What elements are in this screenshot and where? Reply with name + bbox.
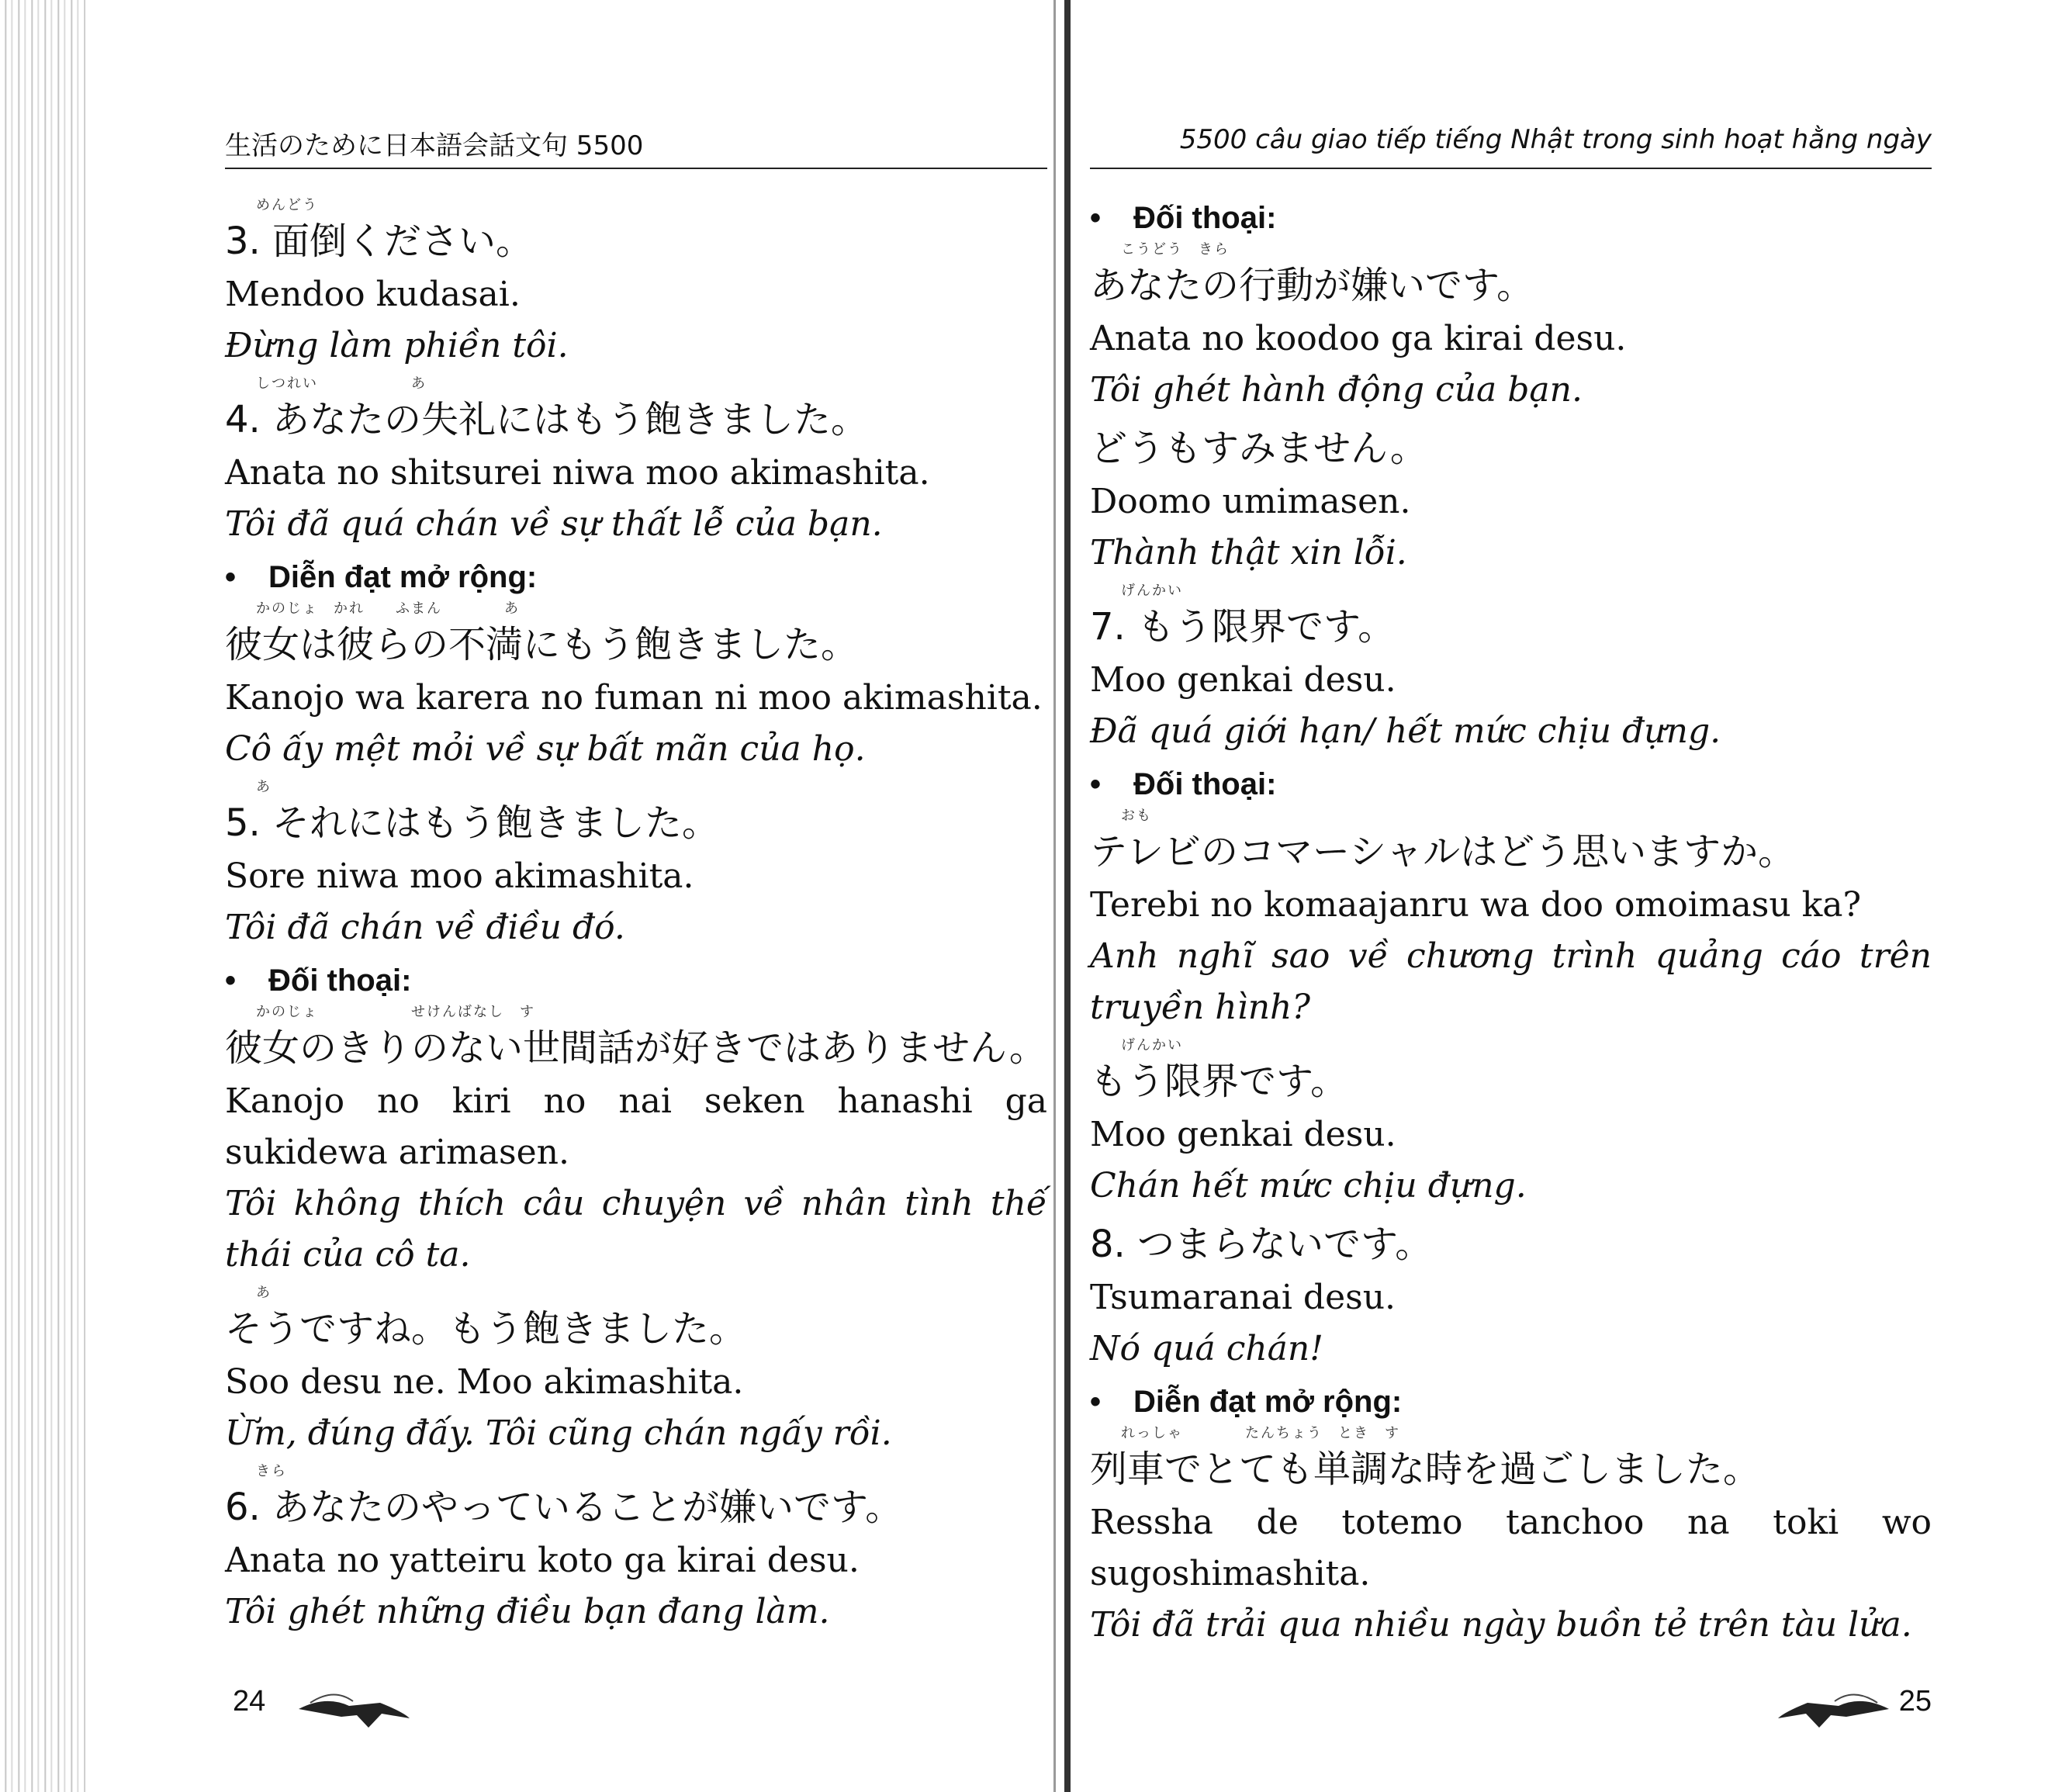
section-label — [1090, 762, 1932, 807]
vietnamese-translation: Tôi không thích câu chuyện về nhân tình thế thái của cô ta. — [225, 1184, 1047, 1275]
running-header: 5500 câu giao tiếp tiếng Nhật trong sinh hoạt hằng ngày — [1090, 124, 1932, 169]
extended-expression — [225, 555, 1047, 775]
vietnamese-translation: Anh nghĩ sao về chương trình quảng cáo trên truyền hình? — [1090, 936, 1932, 1027]
section-label — [225, 958, 1047, 1003]
dialogue-reply — [1090, 420, 1932, 579]
vietnamese-translation: Tôi ghét những điều bạn đang làm. — [225, 1592, 830, 1631]
japanese-phrase: そうですね。もう飽きました。 — [225, 1307, 747, 1351]
section-label-text: Đối thoại: — [268, 963, 412, 998]
romaji-line: Ressha de totemo tanchoo na toki wo sugoshimashita. — [1090, 1503, 1932, 1593]
bullet-icon: • — [225, 963, 237, 998]
section-label-text: Đối thoại: — [1133, 767, 1277, 801]
japanese-phrase: どうもすみません。 — [1090, 427, 1427, 470]
romaji-line: Terebi no komaajanru wa doo omoimasu ka? — [1090, 885, 1862, 925]
furigana: きら — [256, 1463, 287, 1479]
right-page — [1090, 0, 1932, 1792]
romaji-line: Tsumaranai desu. — [1090, 1278, 1396, 1317]
extended-expression — [1090, 1379, 1932, 1651]
vietnamese-translation: Cô ấy mệt mỏi về sự bất mãn của họ. — [225, 729, 866, 769]
furigana: かのじょ かれ ふまん あ — [256, 600, 520, 617]
scan-binding-edge — [0, 0, 85, 1792]
romaji-line: Sore niwa moo akimashita. — [225, 856, 694, 896]
vietnamese-translation: Tôi đã quá chán về sự thất lễ của bạn. — [225, 504, 883, 544]
bullet-icon: • — [225, 560, 237, 594]
entry-8 — [1090, 1216, 1932, 1375]
section-label-text: Diễn đạt mở rộng: — [268, 560, 538, 594]
vietnamese-translation: Đã quá giới hạn/ hết mức chịu đựng. — [1090, 711, 1721, 751]
bullet-icon: • — [1090, 767, 1102, 801]
section-label — [1090, 1379, 1932, 1424]
section-label — [225, 555, 1047, 600]
romaji-line: Anata no shitsurei niwa moo akimashita. — [225, 453, 930, 493]
bird-ornament-icon — [295, 1680, 411, 1734]
romaji-line: Anata no yatteiru koto ga kirai desu. — [225, 1541, 860, 1580]
japanese-phrase: 7. もう限界です。 — [1090, 605, 1396, 649]
vietnamese-translation: Chán hết mức chịu đựng. — [1090, 1166, 1527, 1206]
entry-4 — [225, 376, 1047, 550]
japanese-phrase: 列車でとても単調な時を過ごしました。 — [1090, 1448, 1761, 1491]
page-number: 25 — [1898, 1685, 1932, 1718]
page-number: 24 — [233, 1685, 266, 1718]
japanese-phrase: 3. 面倒ください。 — [225, 220, 534, 263]
left-page-content — [225, 198, 1047, 1642]
dialogue — [225, 958, 1047, 1281]
romaji-line: Moo genkai desu. — [1090, 660, 1396, 700]
furigana: げんかい — [1121, 583, 1183, 599]
japanese-phrase: あなたの行動が嫌いです。 — [1090, 264, 1534, 307]
japanese-phrase: テレビのコマーシャルはどう思いますか。 — [1090, 830, 1796, 874]
japanese-phrase: 6. あなたのやっていることが嫌いです。 — [225, 1486, 903, 1529]
furigana: めんどう — [256, 197, 318, 213]
furigana: あ — [256, 779, 272, 795]
furigana: れっしゃ たんちょう とき す — [1121, 1425, 1400, 1441]
romaji-line: Kanojo no kiri no nai seken hanashi ga sukidewa arimasen. — [225, 1081, 1047, 1172]
entry-6 — [225, 1464, 1047, 1638]
dialogue-reply — [225, 1285, 1047, 1459]
bird-ornament-icon — [1776, 1680, 1893, 1734]
vietnamese-translation: Nó quá chán! — [1090, 1329, 1323, 1368]
right-page-content — [1090, 194, 1932, 1655]
romaji-line: Mendoo kudasai. — [225, 275, 521, 314]
furigana: あ — [256, 1285, 272, 1301]
furigana: おも — [1121, 808, 1152, 824]
bullet-icon: • — [1090, 1385, 1102, 1419]
entry-3 — [225, 198, 1047, 372]
section-label-text: Đối thoại: — [1133, 201, 1277, 235]
vietnamese-translation: Thành thật xin lỗi. — [1090, 533, 1407, 573]
japanese-phrase: 8. つまらないです。 — [1090, 1223, 1433, 1266]
furigana: げんかい — [1121, 1037, 1183, 1053]
japanese-phrase: 4. あなたの失礼にはもう飽きました。 — [225, 398, 869, 441]
dialogue — [1090, 195, 1932, 416]
furigana: しつれい あ — [256, 375, 427, 392]
japanese-phrase: もう限界です。 — [1090, 1060, 1348, 1103]
vietnamese-translation: Tôi đã trải qua nhiều ngày buồn tẻ trên tàu lửa. — [1090, 1605, 1912, 1645]
vietnamese-translation: Tôi đã chán về điều đó. — [225, 908, 625, 947]
vietnamese-translation: Đừng làm phiền tôi. — [225, 326, 569, 365]
book-spine — [1064, 0, 1071, 1792]
section-label — [1090, 195, 1932, 240]
entry-7 — [1090, 583, 1932, 757]
running-header: 生活のために日本語会話文句 5500 — [225, 124, 1047, 169]
page-gutter-shadow — [1053, 0, 1056, 1792]
romaji-line: Kanojo wa karera no fuman ni moo akimashita. — [225, 678, 1043, 718]
furigana: かのじょ せけんばなし す — [256, 1004, 535, 1020]
vietnamese-translation: Tôi ghét hành động của bạn. — [1090, 370, 1583, 410]
dialogue — [1090, 762, 1932, 1033]
japanese-phrase: 5. それにはもう飽きました。 — [225, 801, 720, 845]
entry-5 — [225, 780, 1047, 953]
section-label-text: Diễn đạt mở rộng: — [1133, 1385, 1403, 1419]
romaji-line: Soo desu ne. Moo akimashita. — [225, 1362, 744, 1402]
furigana: こうどう きら — [1121, 241, 1230, 258]
japanese-phrase: 彼女のきりのない世間話が好きではありません。 — [225, 1026, 1046, 1070]
left-page — [225, 0, 1047, 1792]
romaji-line: Moo genkai desu. — [1090, 1115, 1396, 1154]
romaji-line: Anata no koodoo ga kirai desu. — [1090, 319, 1627, 358]
bullet-icon: • — [1090, 201, 1102, 235]
romaji-line: Doomo umimasen. — [1090, 482, 1411, 521]
dialogue-reply — [1090, 1038, 1932, 1212]
japanese-phrase: 彼女は彼らの不満にもう飽きました。 — [225, 623, 859, 666]
vietnamese-translation: Ừm, đúng đấy. Tôi cũng chán ngấy rồi. — [225, 1413, 892, 1453]
